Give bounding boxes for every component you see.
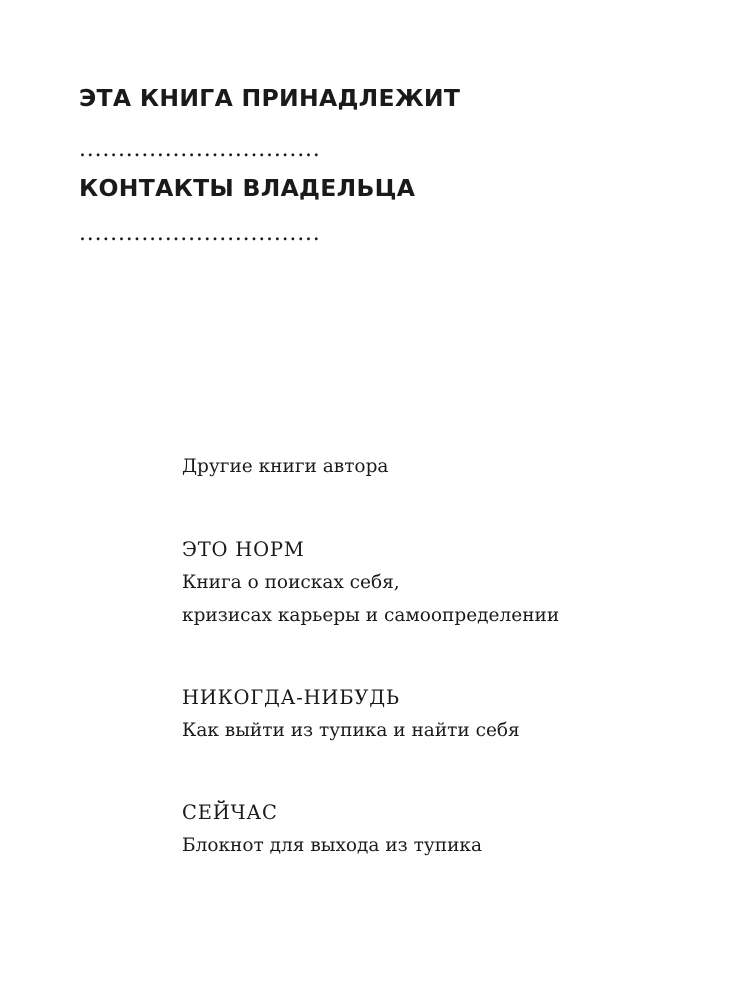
book-item <box>182 534 682 632</box>
book-title: СЕЙЧАС <box>182 801 278 824</box>
book-subtitle-line: Книга о поисках себя, <box>182 572 400 593</box>
book-item <box>182 797 682 862</box>
belongs-fill-line: ............................... <box>79 137 321 162</box>
contacts-fill-line: ............................... <box>79 221 321 246</box>
other-books-heading: Другие книги автора <box>182 456 389 477</box>
other-books-section <box>182 452 682 862</box>
book-title: ЭТО НОРМ <box>182 538 305 561</box>
book-subtitle-line: Блокнот для выхода из тупика <box>182 835 483 856</box>
book-title: НИКОГДА-НИБУДЬ <box>182 686 400 709</box>
owner-section <box>79 78 499 244</box>
belongs-heading: ЭТА КНИГА ПРИНАДЛЕЖИТ <box>79 84 461 112</box>
contacts-heading: КОНТАКТЫ ВЛАДЕЛЬЦА <box>79 174 416 202</box>
book-subtitle-line: кризисах карьеры и самоопределении <box>182 605 560 626</box>
book-item <box>182 682 682 747</box>
book-subtitle-line: Как выйти из тупика и найти себя <box>182 720 520 741</box>
